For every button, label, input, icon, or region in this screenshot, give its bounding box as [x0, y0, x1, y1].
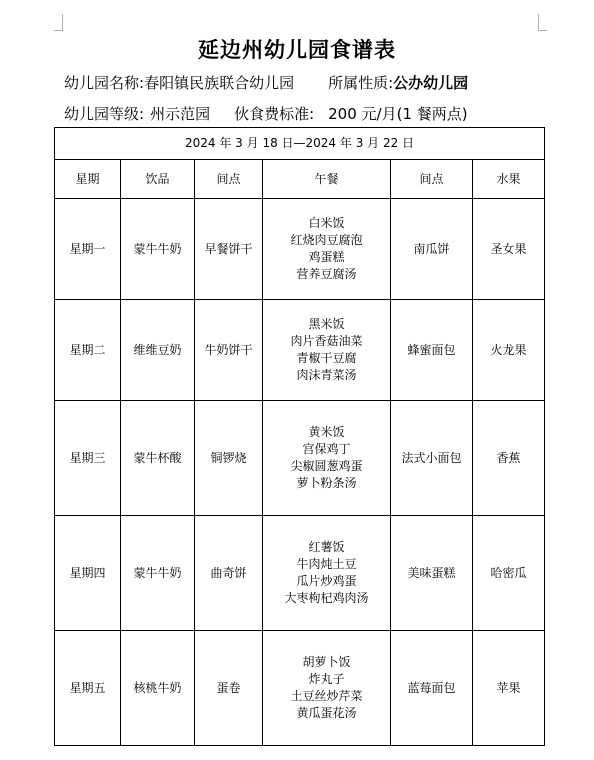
lunch-item: 肉片香菇油菜: [290, 334, 363, 348]
day-cell: 星期三: [55, 401, 121, 516]
page-corner-mark-left: [54, 14, 63, 31]
drink-cell: 维维豆奶: [121, 300, 195, 401]
snack-morning-cell: 曲奇饼: [195, 516, 263, 631]
info-line-2: [64, 103, 468, 124]
lunch-item: 宫保鸡丁: [302, 442, 351, 456]
lunch-item: 土豆丝炒芹菜: [290, 689, 363, 703]
info-line-1: [64, 72, 468, 93]
lunch-item: 大枣枸杞鸡肉汤: [284, 591, 369, 605]
header-row: [55, 160, 545, 199]
table-row: [55, 631, 545, 746]
snack-morning-cell: 牛奶饼干: [195, 300, 263, 401]
lunch-item: 瓜片炒鸡蛋: [296, 574, 357, 588]
snack-morning-cell: 早餐饼干: [195, 199, 263, 300]
menu-table: [54, 127, 545, 746]
lunch-item: 牛肉炖土豆: [296, 557, 357, 571]
fruit-cell: 圣女果: [473, 199, 545, 300]
date-range-row: [55, 128, 545, 160]
ownership-value: 公办幼儿园: [393, 74, 469, 92]
day-cell: 星期四: [55, 516, 121, 631]
fruit-cell: 哈密瓜: [473, 516, 545, 631]
lunch-item: 黑米饭: [308, 317, 345, 331]
fruit-cell: 苹果: [473, 631, 545, 746]
header-snack-afternoon: 间点: [391, 160, 473, 199]
kindergarten-name-label: 幼儿园名称:: [64, 74, 145, 92]
level-label: 幼儿园等级:: [64, 105, 145, 123]
fruit-cell: 火龙果: [473, 300, 545, 401]
lunch-item: 黄米饭: [308, 425, 345, 439]
lunch-item: 肉沫青菜汤: [296, 368, 357, 382]
fruit-cell: 香蕉: [473, 401, 545, 516]
table-row: [55, 401, 545, 516]
table-row: [55, 300, 545, 401]
header-lunch: 午餐: [263, 160, 391, 199]
lunch-item: 鸡蛋糕: [308, 250, 345, 264]
lunch-item: 胡萝卜饭: [302, 655, 351, 669]
lunch-item: 红烧肉豆腐泡: [290, 233, 363, 247]
snack-afternoon-cell: 蜂蜜面包: [391, 300, 473, 401]
lunch-item: 黄瓜蛋花汤: [296, 706, 357, 720]
lunch-cell: [263, 401, 391, 516]
fee-value: 200 元/月(1 餐两点): [328, 105, 468, 123]
drink-cell: 核桃牛奶: [121, 631, 195, 746]
lunch-item: 尖椒圆葱鸡蛋: [290, 459, 363, 473]
lunch-cell: [263, 516, 391, 631]
snack-afternoon-cell: 南瓜饼: [391, 199, 473, 300]
lunch-cell: [263, 300, 391, 401]
table-row: [55, 199, 545, 300]
snack-afternoon-cell: 法式小面包: [391, 401, 473, 516]
lunch-cell: [263, 199, 391, 300]
lunch-item: 红薯饭: [308, 540, 345, 554]
header-fruit: 水果: [473, 160, 545, 199]
lunch-item: 营养豆腐汤: [296, 267, 357, 281]
drink-cell: 蒙牛杯酸: [121, 401, 195, 516]
table-row: [55, 516, 545, 631]
day-cell: 星期一: [55, 199, 121, 300]
drink-cell: 蒙牛牛奶: [121, 516, 195, 631]
day-cell: 星期五: [55, 631, 121, 746]
fee-label: 伙食费标准:: [234, 105, 315, 123]
snack-morning-cell: 蛋卷: [195, 631, 263, 746]
document-title: 延边州幼儿园食谱表: [198, 37, 396, 62]
kindergarten-name-value: 春阳镇民族联合幼儿园: [144, 74, 295, 92]
drink-cell: 蒙牛牛奶: [121, 199, 195, 300]
lunch-cell: [263, 631, 391, 746]
page-corner-mark-right: [538, 14, 547, 31]
snack-morning-cell: 铜锣烧: [195, 401, 263, 516]
ownership-label: 所属性质:: [328, 74, 394, 92]
header-day: 星期: [55, 160, 121, 199]
snack-afternoon-cell: 美味蛋糕: [391, 516, 473, 631]
header-snack-morning: 间点: [195, 160, 263, 199]
lunch-item: 青椒干豆腐: [296, 351, 357, 365]
date-range: 2024 年 3 月 18 日—2024 年 3 月 22 日: [55, 128, 545, 160]
lunch-item: 萝卜粉条汤: [296, 476, 357, 490]
header-drink: 饮品: [121, 160, 195, 199]
lunch-item: 白米饭: [308, 216, 345, 230]
lunch-item: 炸丸子: [308, 672, 345, 686]
day-cell: 星期二: [55, 300, 121, 401]
level-value: 州示范园: [150, 105, 211, 123]
snack-afternoon-cell: 蓝莓面包: [391, 631, 473, 746]
